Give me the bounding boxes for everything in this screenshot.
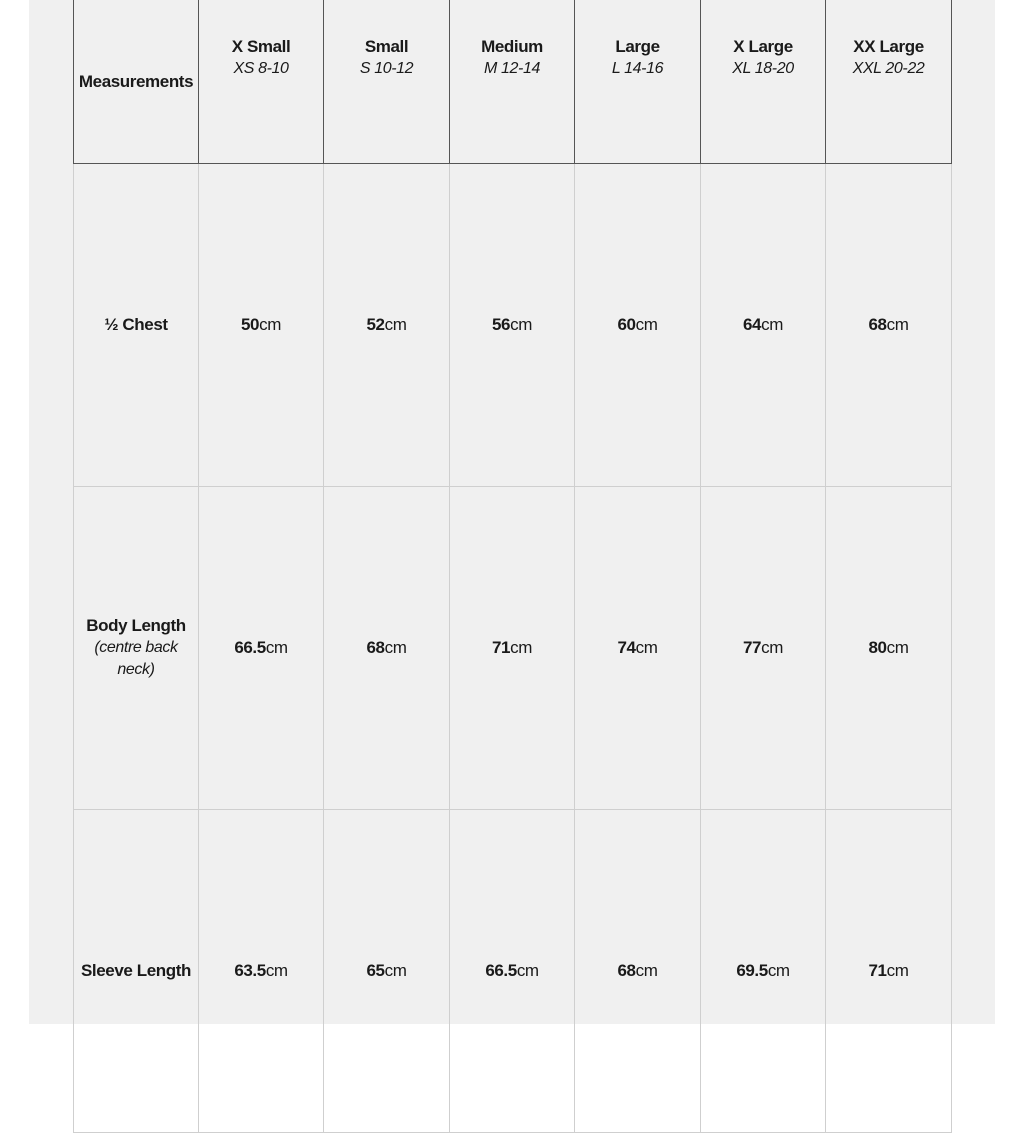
page-background: [29, 0, 995, 1024]
cell-value: 71cm: [450, 487, 575, 810]
cell-value: 68cm: [575, 810, 701, 1133]
size-code: M 12-14: [484, 60, 540, 77]
row-label-note: (centre back neck): [94, 639, 178, 678]
size-code: XS 8-10: [233, 60, 289, 77]
row-label-body-length: Body Length (centre back neck): [74, 487, 199, 810]
cell-value: 64cm: [701, 164, 826, 487]
cell-value: 65cm: [324, 810, 450, 1133]
size-chart-table: [73, 0, 952, 1133]
size-code: XXL 20-22: [852, 60, 925, 77]
size-header-l: [575, 0, 701, 164]
size-header-xl: [701, 0, 826, 164]
cell-value: 56cm: [450, 164, 575, 487]
size-code: S 10-12: [359, 60, 414, 77]
row-label-chest: ½ Chest: [74, 164, 199, 487]
table-row-chest: [74, 164, 952, 487]
size-code: XL 18-20: [732, 60, 794, 77]
cell-value: 77cm: [701, 487, 826, 810]
cell-value: 66.5cm: [450, 810, 575, 1133]
cell-value: 63.5cm: [199, 810, 324, 1133]
size-header-s: [324, 0, 450, 164]
cell-value: 52cm: [324, 164, 450, 487]
size-name: X Large: [733, 37, 793, 56]
cell-value: 69.5cm: [701, 810, 826, 1133]
size-header-xxl: [826, 0, 952, 164]
cell-value: 60cm: [575, 164, 701, 487]
cell-value: 74cm: [575, 487, 701, 810]
size-name: Small: [364, 37, 409, 56]
size-header-m: [450, 0, 575, 164]
table-row-sleeve-length: [74, 810, 952, 1133]
size-name: Medium: [481, 37, 543, 56]
size-header-xs: [199, 0, 324, 164]
size-name: X Small: [231, 37, 291, 56]
header-row: [74, 0, 952, 164]
cell-value: 68cm: [324, 487, 450, 810]
cell-value: 68cm: [826, 164, 952, 487]
size-name: Large: [615, 37, 660, 56]
cell-value: 66.5cm: [199, 487, 324, 810]
cell-value: 50cm: [199, 164, 324, 487]
cell-value: 80cm: [826, 487, 952, 810]
size-code: L 14-16: [611, 60, 664, 77]
cell-value: 71cm: [826, 810, 952, 1133]
measurements-header: Measurements: [74, 0, 199, 164]
table-row-body-length: [74, 487, 952, 810]
row-label-sleeve-length: Sleeve Length: [74, 810, 199, 1133]
size-name: XX Large: [853, 37, 924, 56]
